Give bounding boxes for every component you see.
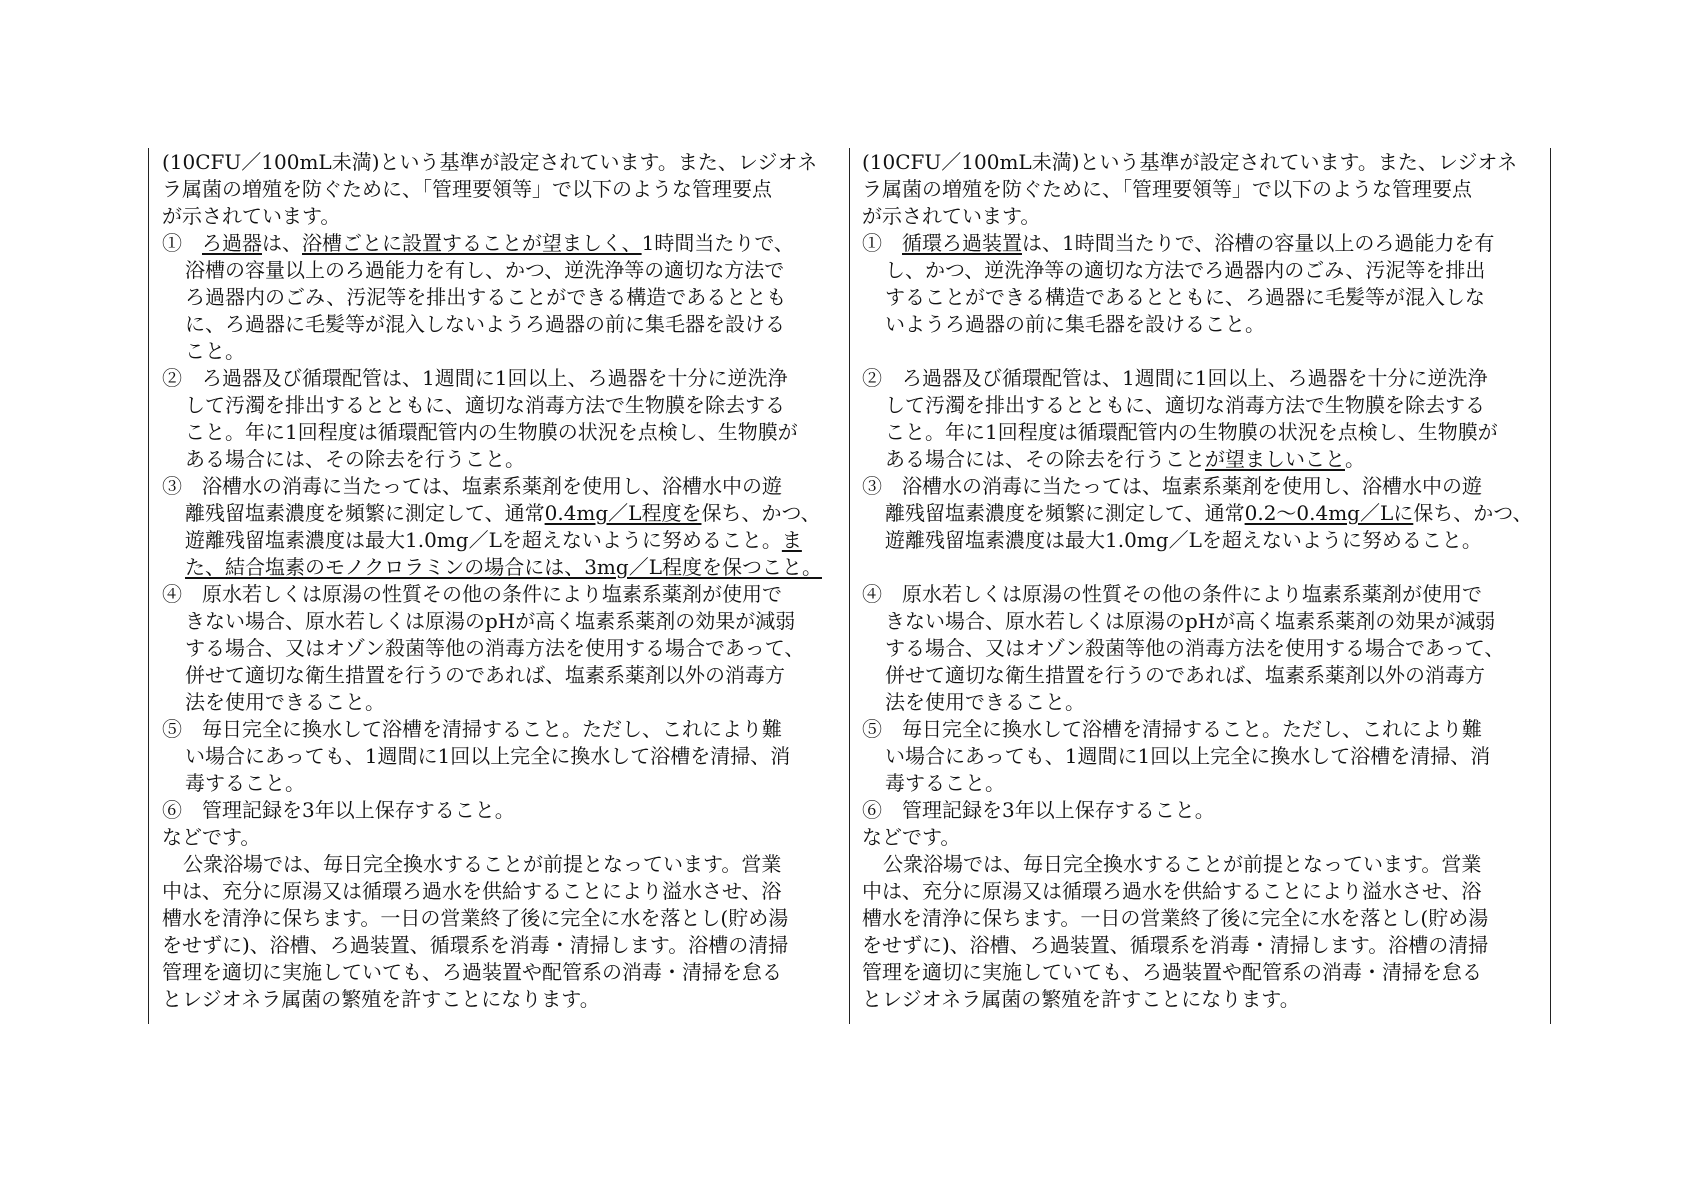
closing-paragraph: などです。 公衆浴場では、毎日完全換水することが前提となっています。営業 中は、充分に原湯又は循環ろ過水を供給することにより溢水させ、浴 槽水を清浄に保ちます。一日の営業終了後に完全に水を落とし(貯め湯 をせずに)、浴槽、ろ過装置、循環系を消毒・清掃します。浴槽の清掃 管理を適切に実施していても、ろ過装置や配管系の消毒・清掃を怠る とレジオネラ属菌の繁殖を許すことになります。 <box>162 825 789 1011</box>
item-1: ① 循環ろ過装置は、1時間当たりで、浴槽の容量以上のろ過能力を有 し、かつ、逆洗浄等の適切な方法でろ過器内のごみ、汚泥等を排出 することができる構造であるとともに、ろ過器に毛髪等が混入しな いようろ過器の前に集毛器を設けること。 <box>862 231 1495 336</box>
underlined-clause: が望ましいこと <box>1205 447 1345 471</box>
intro-line: ラ属菌の増殖を防ぐために、「管理要領等」で以下のような管理要点 <box>862 177 1472 201</box>
underlined-term: ろ過器 <box>202 231 262 255</box>
item-2: ② ろ過器及び循環配管は、1週間に1回以上、ろ過器を十分に逆洗浄 して汚濁を排出するとともに、適切な消毒方法で生物膜を除去する こと。年に1回程度は循環配管内の生物膜の状況を点検し、生物膜が ある場合には、その除去を行うこと。 <box>162 366 798 471</box>
left-border-line <box>148 148 149 1024</box>
closing-paragraph: などです。 公衆浴場では、毎日完全換水することが前提となっています。営業 中は、充分に原湯又は循環ろ過水を供給することにより溢水させ、浴 槽水を清浄に保ちます。一日の営業終了後に完全に水を落とし(貯め湯 をせずに)、浴槽、ろ過装置、循環系を消毒・清掃します。浴槽の清掃 管理を適切に実施していても、ろ過装置や配管系の消毒・清掃を怠る とレジオネラ属菌の繁殖を許すことになります。 <box>862 825 1489 1011</box>
intro-line: (10CFU／100mL未満)という基準が設定されています。また、レジオネ <box>862 150 1518 174</box>
underlined-clause: ま <box>781 528 802 552</box>
right-border-line <box>1550 148 1551 1024</box>
underlined-clause: た、結合塩素のモノクロラミンの場合には、3mg／L程度を保つこと。 <box>185 555 822 579</box>
center-divider-line <box>849 148 850 1024</box>
intro-line: が示されています。 <box>162 204 341 228</box>
item-6: ⑥ 管理記録を3年以上保存すること。 <box>862 798 1215 822</box>
underlined-value: 0.4mg／L程度を <box>544 501 702 525</box>
underlined-clause: 浴槽ごとに設置することが望ましく、 <box>302 231 642 255</box>
item-3: ③ 浴槽水の消毒に当たっては、塩素系薬剤を使用し、浴槽水中の遊 離残留塩素濃度を頻繁に測定して、通常0.2～0.4mg／Lに保ち、かつ、 遊離残留塩素濃度は最大1.0mg／Lを超えないように努めること。 <box>862 474 1533 552</box>
item-4: ④ 原水若しくは原湯の性質その他の条件により塩素系薬剤が使用で きない場合、原水若しくは原湯のpHが高く塩素系薬剤の効果が減弱 する場合、又はオゾン殺菌等他の消毒方法を使用する場合であって、 併せて適切な衛生措置を行うのであれば、塩素系薬剤以外の消毒方 法を使用できること。 <box>162 582 805 714</box>
intro-line: ラ属菌の増殖を防ぐために、「管理要領等」で以下のような管理要点 <box>162 177 772 201</box>
column-old-text <box>162 149 846 1013</box>
column-new-text <box>862 149 1546 1013</box>
item-5: ⑤ 毎日完全に換水して浴槽を清掃すること。ただし、これにより難 い場合にあっても、1週間に1回以上完全に換水して浴槽を清掃、消 毒すること。 <box>162 717 791 795</box>
item-3: ③ 浴槽水の消毒に当たっては、塩素系薬剤を使用し、浴槽水中の遊 離残留塩素濃度を頻繁に測定して、通常0.4mg／L程度を保ち、かつ、 遊離残留塩素濃度は最大1.0mg／Lを超えないように努めること。ま た、結合塩素のモノクロラミンの場合には、3mg／L程度を保つこと。 <box>162 474 822 579</box>
intro-line: が示されています。 <box>862 204 1041 228</box>
item-1: ① ろ過器は、浴槽ごとに設置することが望ましく、1時間当たりで、 浴槽の容量以上のろ過能力を有し、かつ、逆洗浄等の適切な方法で ろ過器内のごみ、汚泥等を排出することができる構造であるととも に、ろ過器に毛髪等が混入しないようろ過器の前に集毛器を設ける こと。 <box>162 231 794 363</box>
item-2: ② ろ過器及び循環配管は、1週間に1回以上、ろ過器を十分に逆洗浄 して汚濁を排出するとともに、適切な消毒方法で生物膜を除去する こと。年に1回程度は循環配管内の生物膜の状況を点検し、生物膜が ある場合には、その除去を行うことが望ましいこと。 <box>862 366 1498 471</box>
underlined-term: 循環ろ過装置 <box>902 231 1022 255</box>
intro-line: (10CFU／100mL未満)という基準が設定されています。また、レジオネ <box>162 150 818 174</box>
underlined-value: 0.2～0.4mg／Lに <box>1244 501 1414 525</box>
item-4: ④ 原水若しくは原湯の性質その他の条件により塩素系薬剤が使用で きない場合、原水若しくは原湯のpHが高く塩素系薬剤の効果が減弱 する場合、又はオゾン殺菌等他の消毒方法を使用する場合であって、 併せて適切な衛生措置を行うのであれば、塩素系薬剤以外の消毒方 法を使用できること。 <box>862 582 1505 714</box>
item-5: ⑤ 毎日完全に換水して浴槽を清掃すること。ただし、これにより難 い場合にあっても、1週間に1回以上完全に換水して浴槽を清掃、消 毒すること。 <box>862 717 1491 795</box>
item-6: ⑥ 管理記録を3年以上保存すること。 <box>162 798 515 822</box>
